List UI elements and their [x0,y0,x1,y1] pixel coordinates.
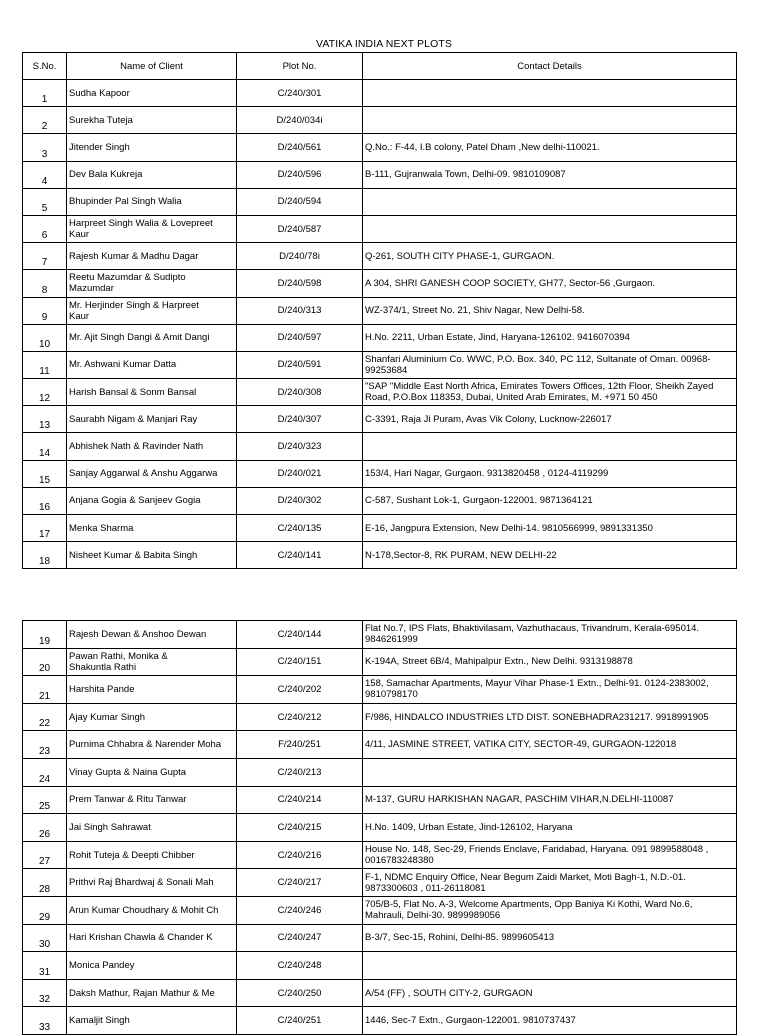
client-name-cell: Nisheet Kumar & Babita Singh [67,542,237,569]
header-plot-no: Plot No. [237,53,363,80]
table-row [23,542,737,569]
contact-details-cell [363,952,737,980]
sno-cell: 31 [23,952,67,980]
plot-no-cell: C/240/251 [237,1007,363,1035]
page-title: VATIKA INDIA NEXT PLOTS [316,38,452,50]
plot-no-cell: D/240/323 [237,433,363,460]
table-row [23,460,737,487]
sno-cell: 33 [23,1007,67,1035]
sno-cell: 16 [23,487,67,514]
plot-no-cell: D/240/021 [237,460,363,487]
table-row [23,676,737,704]
client-name-cell: Harshita Pande [67,676,237,704]
sno-cell: 22 [23,703,67,731]
sno-cell: 20 [23,648,67,676]
plot-no-cell: D/240/313 [237,297,363,324]
table-row [23,487,737,514]
table-row [23,515,737,542]
sno-cell: 10 [23,324,67,351]
client-name-cell: Daksh Mathur, Rajan Mathur & Me [67,979,237,1007]
client-name-cell: Hari Krishan Chawla & Chander K [67,924,237,952]
header-contact-details: Contact Details [363,53,737,80]
plot-no-cell: C/240/151 [237,648,363,676]
sno-cell: 1 [23,80,67,107]
client-name-cell: Jitender Singh [67,134,237,161]
contact-details-cell: C-587, Sushant Lok-1, Gurgaon-122001. 9871364121 [363,487,737,514]
plot-no-cell: C/240/216 [237,841,363,869]
sno-cell: 27 [23,841,67,869]
contact-details-cell: "SAP "Middle East North Africa, Emirates Towers Offices, 12th Floor, Sheikh Zayed Road, P.O.Box 118353, Dubai, United Arab Emirates, M. +971 50 450 [363,379,737,406]
plot-no-cell: C/240/248 [237,952,363,980]
sno-cell: 25 [23,786,67,814]
contact-details-cell [363,107,737,134]
sno-cell: 28 [23,869,67,897]
contact-details-cell: F/986, HINDALCO INDUSTRIES LTD DIST. SONEBHADRA231217. 9918991905 [363,703,737,731]
table-row [23,379,737,406]
contact-details-cell: 1446, Sec-7 Extn., Gurgaon-122001. 9810737437 [363,1007,737,1035]
table-row [23,924,737,952]
contact-details-cell: H.No. 2211, Urban Estate, Jind, Haryana-126102. 9416070394 [363,324,737,351]
plot-no-cell: D/240/302 [237,487,363,514]
table-row [23,1007,737,1035]
table-row [23,814,737,842]
contact-details-cell: K-194A, Street 6B/4, Mahipalpur Extn., New Delhi. 9313198878 [363,648,737,676]
contact-details-cell: N-178,Sector-8, RK PURAM, NEW DELHI-22 [363,542,737,569]
client-name-cell: Reetu Mazumdar & Sudipto Mazumdar [67,270,237,297]
plot-no-cell: C/240/217 [237,869,363,897]
sno-cell: 26 [23,814,67,842]
table-header-row [23,53,737,80]
table-row [23,758,737,786]
contact-details-cell: M-137, GURU HARKISHAN NAGAR, PASCHIM VIHAR,N.DELHI-110087 [363,786,737,814]
plot-no-cell: D/240/307 [237,406,363,433]
contact-details-cell: Q-261, SOUTH CITY PHASE-1, GURGAON. [363,243,737,270]
contact-details-cell: A/54 (FF) , SOUTH CITY-2, GURGAON [363,979,737,1007]
contact-details-cell [363,188,737,215]
header-name-of-client: Name of Client [67,53,237,80]
client-name-cell: Prithvi Raj Bhardwaj & Sonali Mah [67,869,237,897]
client-name-cell: Purnima Chhabra & Narender Moha [67,731,237,759]
client-name-cell: Harpreet Singh Walia & Lovepreet Kaur [67,215,237,242]
table-row [23,270,737,297]
plot-no-cell: C/240/141 [237,542,363,569]
table-row [23,297,737,324]
table-row [23,134,737,161]
table-row [23,107,737,134]
client-name-cell: Bhupinder Pal Singh Walia [67,188,237,215]
contact-details-cell: 705/B-5, Flat No. A-3, Welcome Apartments, Opp Baniya Ki Kothi, Ward No.6, Mahrauli, Delhi-30. 9899989056 [363,896,737,924]
table-row [23,896,737,924]
client-name-cell: Harish Bansal & Sonm Bansal [67,379,237,406]
contact-details-cell: Shanfari Aluminium Co. WWC, P.O. Box. 340, PC 112, Sultanate of Oman. 00968-99253684 [363,351,737,378]
contact-details-cell: 158, Samachar Apartments, Mayur Vihar Phase-1 Extn., Delhi-91. 0124-2383002, 9810798170 [363,676,737,704]
client-name-cell: Rohit Tuteja & Deepti Chibber [67,841,237,869]
sno-cell: 5 [23,188,67,215]
table-row [23,161,737,188]
sno-cell: 17 [23,515,67,542]
contact-details-cell: H.No. 1409, Urban Estate, Jind-126102, Haryana [363,814,737,842]
plot-no-cell: C/240/250 [237,979,363,1007]
table-row [23,433,737,460]
plot-no-cell: D/240/308 [237,379,363,406]
table-row [23,80,737,107]
sno-cell: 24 [23,758,67,786]
client-name-cell: Sudha Kapoor [67,80,237,107]
sno-cell: 19 [23,621,67,649]
sno-cell: 30 [23,924,67,952]
plot-no-cell: C/240/213 [237,758,363,786]
sno-cell: 3 [23,134,67,161]
client-name-cell: Mr. Ashwani Kumar Datta [67,351,237,378]
plot-no-cell: C/240/202 [237,676,363,704]
plot-no-cell: D/240/587 [237,215,363,242]
contact-details-cell: House No. 148, Sec-29, Friends Enclave, Faridabad, Haryana. 091 9899588048 , 0016783248380 [363,841,737,869]
plot-no-cell: C/240/301 [237,80,363,107]
sno-cell: 15 [23,460,67,487]
table-row [23,215,737,242]
sno-cell: 32 [23,979,67,1007]
contact-details-cell: E-16, Jangpura Extension, New Delhi-14. 9810566999, 9891331350 [363,515,737,542]
client-name-cell: Saurabh Nigam & Manjari Ray [67,406,237,433]
contact-details-cell: F-1, NDMC Enquiry Office, Near Begum Zaidi Market, Moti Bagh-1, N.D.-01. 9873300603 , 011-26118081 [363,869,737,897]
table-row [23,979,737,1007]
contact-details-cell: 4/11, JASMINE STREET, VATIKA CITY, SECTOR-49, GURGAON-122018 [363,731,737,759]
contact-details-cell [363,80,737,107]
contact-details-cell: B-111, Gujranwala Town, Delhi-09. 9810109087 [363,161,737,188]
client-name-cell: Abhishek Nath & Ravinder Nath [67,433,237,460]
client-name-cell: Menka Sharma [67,515,237,542]
sno-cell: 9 [23,297,67,324]
plot-no-cell: D/240/596 [237,161,363,188]
client-name-cell: Surekha Tuteja [67,107,237,134]
table-row [23,841,737,869]
plot-no-cell: C/240/246 [237,896,363,924]
sno-cell: 29 [23,896,67,924]
contact-details-cell [363,758,737,786]
table-row [23,243,737,270]
sno-cell: 7 [23,243,67,270]
client-name-cell: Sanjay Aggarwal & Anshu Aggarwa [67,460,237,487]
plot-no-cell: F/240/251 [237,731,363,759]
client-name-cell: Jai Singh Sahrawat [67,814,237,842]
plot-no-cell: D/240/78i [237,243,363,270]
client-name-cell: Vinay Gupta & Naina Gupta [67,758,237,786]
client-name-cell: Dev Bala Kukreja [67,161,237,188]
contact-details-cell [363,433,737,460]
sno-cell: 18 [23,542,67,569]
plot-no-cell: D/240/597 [237,324,363,351]
table-row [23,952,737,980]
table-row [23,406,737,433]
plot-no-cell: C/240/215 [237,814,363,842]
table-row [23,869,737,897]
plot-no-cell: D/240/591 [237,351,363,378]
plot-no-cell: C/240/212 [237,703,363,731]
table-row [23,324,737,351]
plot-no-cell: C/240/214 [237,786,363,814]
header-sno: S.No. [23,53,67,80]
sno-cell: 13 [23,406,67,433]
plot-no-cell: D/240/561 [237,134,363,161]
contact-details-cell: Q.No.: F-44, I.B colony, Patel Dham ,New delhi-110021. [363,134,737,161]
plot-no-cell: C/240/144 [237,621,363,649]
plot-no-cell: D/240/034i [237,107,363,134]
contact-details-cell: Flat No.7, IPS Flats, Bhaktivilasam, Vazhuthacaus, Trivandrum, Kerala-695014. 9846261999 [363,621,737,649]
sno-cell: 4 [23,161,67,188]
plots-table-part-2 [22,620,737,1035]
table-row [23,731,737,759]
table-row [23,188,737,215]
contact-details-cell: B-3/7, Sec-15, Rohini, Delhi-85. 9899605413 [363,924,737,952]
plot-no-cell: D/240/594 [237,188,363,215]
client-name-cell: Ajay Kumar Singh [67,703,237,731]
contact-details-cell: WZ-374/1, Street No. 21, Shiv Nagar, New Delhi-58. [363,297,737,324]
client-name-cell: Rajesh Dewan & Anshoo Dewan [67,621,237,649]
contact-details-cell: C-3391, Raja Ji Puram, Avas Vik Colony, Lucknow-226017 [363,406,737,433]
sno-cell: 14 [23,433,67,460]
plot-no-cell: C/240/135 [237,515,363,542]
contact-details-cell: A 304, SHRI GANESH COOP SOCIETY, GH77, Sector-56 ,Gurgaon. [363,270,737,297]
table-row [23,648,737,676]
table-row [23,703,737,731]
table-row [23,351,737,378]
client-name-cell: Anjana Gogia & Sanjeev Gogia [67,487,237,514]
sno-cell: 21 [23,676,67,704]
plots-table-part-1 [22,52,737,569]
sno-cell: 12 [23,379,67,406]
sno-cell: 11 [23,351,67,378]
table-row [23,786,737,814]
plot-no-cell: C/240/247 [237,924,363,952]
client-name-cell: Kamaljit Singh [67,1007,237,1035]
sno-cell: 8 [23,270,67,297]
client-name-cell: Mr. Herjinder Singh & Harpreet Kaur [67,297,237,324]
sno-cell: 2 [23,107,67,134]
client-name-cell: Pawan Rathi, Monika & Shakuntla Rathi [67,648,237,676]
contact-details-cell: 153/4, Hari Nagar, Gurgaon. 9313820458 , 0124-4119299 [363,460,737,487]
sno-cell: 23 [23,731,67,759]
client-name-cell: Rajesh Kumar & Madhu Dagar [67,243,237,270]
plot-no-cell: D/240/598 [237,270,363,297]
table-row [23,621,737,649]
contact-details-cell [363,215,737,242]
client-name-cell: Monica Pandey [67,952,237,980]
sno-cell: 6 [23,215,67,242]
client-name-cell: Arun Kumar Choudhary & Mohit Ch [67,896,237,924]
client-name-cell: Prem Tanwar & Ritu Tanwar [67,786,237,814]
client-name-cell: Mr. Ajit Singh Dangi & Amit Dangi [67,324,237,351]
